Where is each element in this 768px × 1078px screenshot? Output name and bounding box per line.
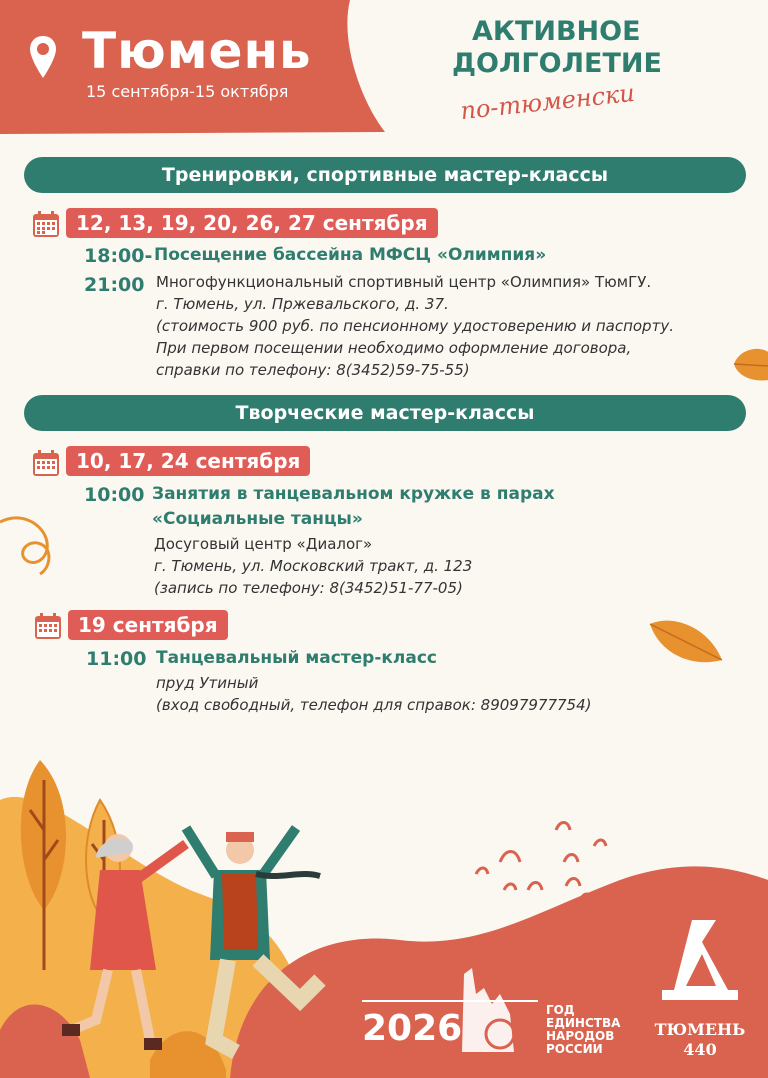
event-venue: Многофункциональный спортивный центр «Олимпия» ТюмГУ. [156, 273, 652, 291]
city-title: Тюмень [82, 22, 312, 80]
logo-tyumen-style: по-тюменски [459, 78, 637, 126]
date-badge: 10, 17, 24 сентября [66, 446, 310, 476]
calendar-icon [32, 449, 60, 477]
event-time-start: 18:00- [84, 245, 153, 267]
leaf-icon [730, 340, 768, 384]
leaf-icon [648, 616, 724, 666]
tyumen-440-emblem-icon [662, 918, 740, 1000]
year-text-line: ГОД [546, 1003, 575, 1017]
event-time-end: 21:00 [84, 274, 145, 296]
tyumen-440-logo [652, 1020, 748, 1060]
year-text-line: НАРОДОВ [546, 1029, 615, 1043]
logo-active: АКТИВНОЕ [472, 16, 641, 47]
event-title: «Социальные танцы» [152, 509, 363, 529]
calendar-icon [34, 612, 62, 640]
tyumen-logo-text: ТЮМЕНЬ [654, 1020, 746, 1039]
section-sports-title: Тренировки, спортивные мастер-классы [24, 157, 746, 193]
location-pin-icon [28, 34, 58, 80]
year-text-line: ЕДИНСТВА [546, 1016, 621, 1030]
swirl-decoration [0, 512, 56, 576]
date-badge: 12, 13, 19, 20, 26, 27 сентября [66, 208, 438, 238]
event-time: 11:00 [86, 648, 147, 670]
event-title: Занятия в танцевальном кружке в парах [152, 484, 555, 504]
monument-icon [454, 964, 524, 1054]
event-note: (стоимость 900 руб. по пенсионному удостоверению и паспорту. [156, 317, 674, 335]
event-address: г. Тюмень, ул. Пржевальского, д. 37. [156, 295, 449, 313]
event-note: При первом посещении необходимо оформление договора, [156, 339, 632, 357]
event-title: Танцевальный мастер-класс [156, 648, 437, 668]
event-time: 10:00 [84, 484, 145, 506]
logo-longevity: ДОЛГОЛЕТИЕ [452, 48, 662, 79]
event-phone: (запись по телефону: 8(3452)51-77-05) [154, 579, 463, 597]
year-text-line: РОССИИ [546, 1042, 603, 1056]
date-badge: 19 сентября [68, 610, 228, 640]
event-note: (вход свободный, телефон для справок: 89097977754) [156, 696, 592, 714]
event-title: Посещение бассейна МФСЦ «Олимпия» [154, 245, 547, 265]
year-text [546, 1004, 620, 1056]
birds-decoration [476, 823, 606, 901]
section-creative-title: Творческие мастер-классы [24, 395, 746, 431]
event-phone: справки по телефону: 8(3452)59-75-55) [156, 361, 470, 379]
event-address: г. Тюмень, ул. Московский тракт, д. 123 [154, 557, 473, 575]
festival-dates: 15 сентября-15 октября [86, 82, 289, 101]
tyumen-logo-number: 440 [683, 1040, 717, 1059]
event-venue: пруд Утиный [156, 674, 259, 692]
year-of-unity-logo [362, 1000, 538, 1056]
calendar-icon [32, 210, 60, 238]
event-venue: Досуговый центр «Диалог» [154, 535, 373, 553]
year-number: 2026 [362, 1008, 463, 1049]
